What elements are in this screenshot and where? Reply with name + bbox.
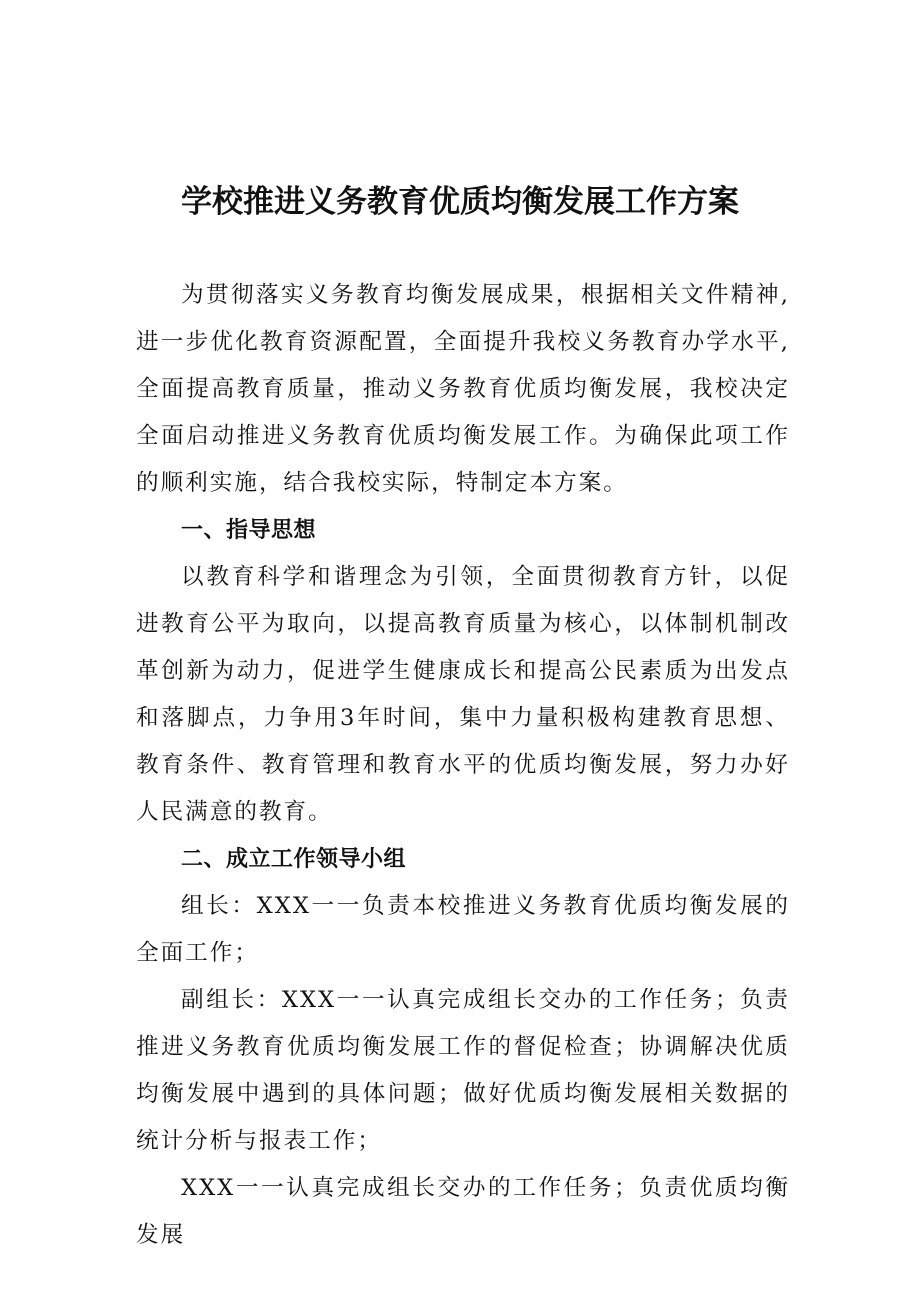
document-body [136, 272, 790, 1259]
document-title: 学校推进义务教育优质均衡发展工作方案 [181, 184, 739, 220]
intro-paragraph: 为贯彻落实义务教育均衡发展成果，根据相关文件精神,进一步优化教育资源配置，全面提升我校义务教育办学水平,全面提高教育质量，推动义务教育优质均衡发展，我校决定全面启动推进义务教育优质均衡发展工作。为确保此项工作的顺利实施，结合我校实际，特制定本方案。 [136, 282, 790, 496]
member-paragraph: XXX一一认真完成组长交办的工作任务；负责优质均衡发展 [136, 1175, 790, 1248]
group-leader-paragraph: 组长：XXX一一负责本校推进义务教育优质均衡发展的全面工作； [136, 893, 790, 966]
guiding-ideology-paragraph: 以教育科学和谐理念为引领，全面贯彻教育方针，以促进教育公平为取向，以提高教育质量为核心，以体制机制改革创新为动力，促进学生健康成长和提高公民素质为出发点和落脚点，力争用3年时间，集中力量积极构建教育思想、教育条件、教育管理和教育水平的优质均衡发展，努力办好人民满意的教育。 [136, 564, 790, 825]
section-heading-leadership-group: 二、成立工作领导小组 [181, 847, 407, 872]
section-heading-guiding-ideology: 一、指导思想 [181, 518, 317, 543]
deputy-leader-paragraph: 副组长：XXX一一认真完成组长交办的工作任务；负责推进义务教育优质均衡发展工作的督促检查；协调解决优质均衡发展中遇到的具体问题；做好优质均衡发展相关数据的统计分析与报表工作； [136, 987, 790, 1154]
